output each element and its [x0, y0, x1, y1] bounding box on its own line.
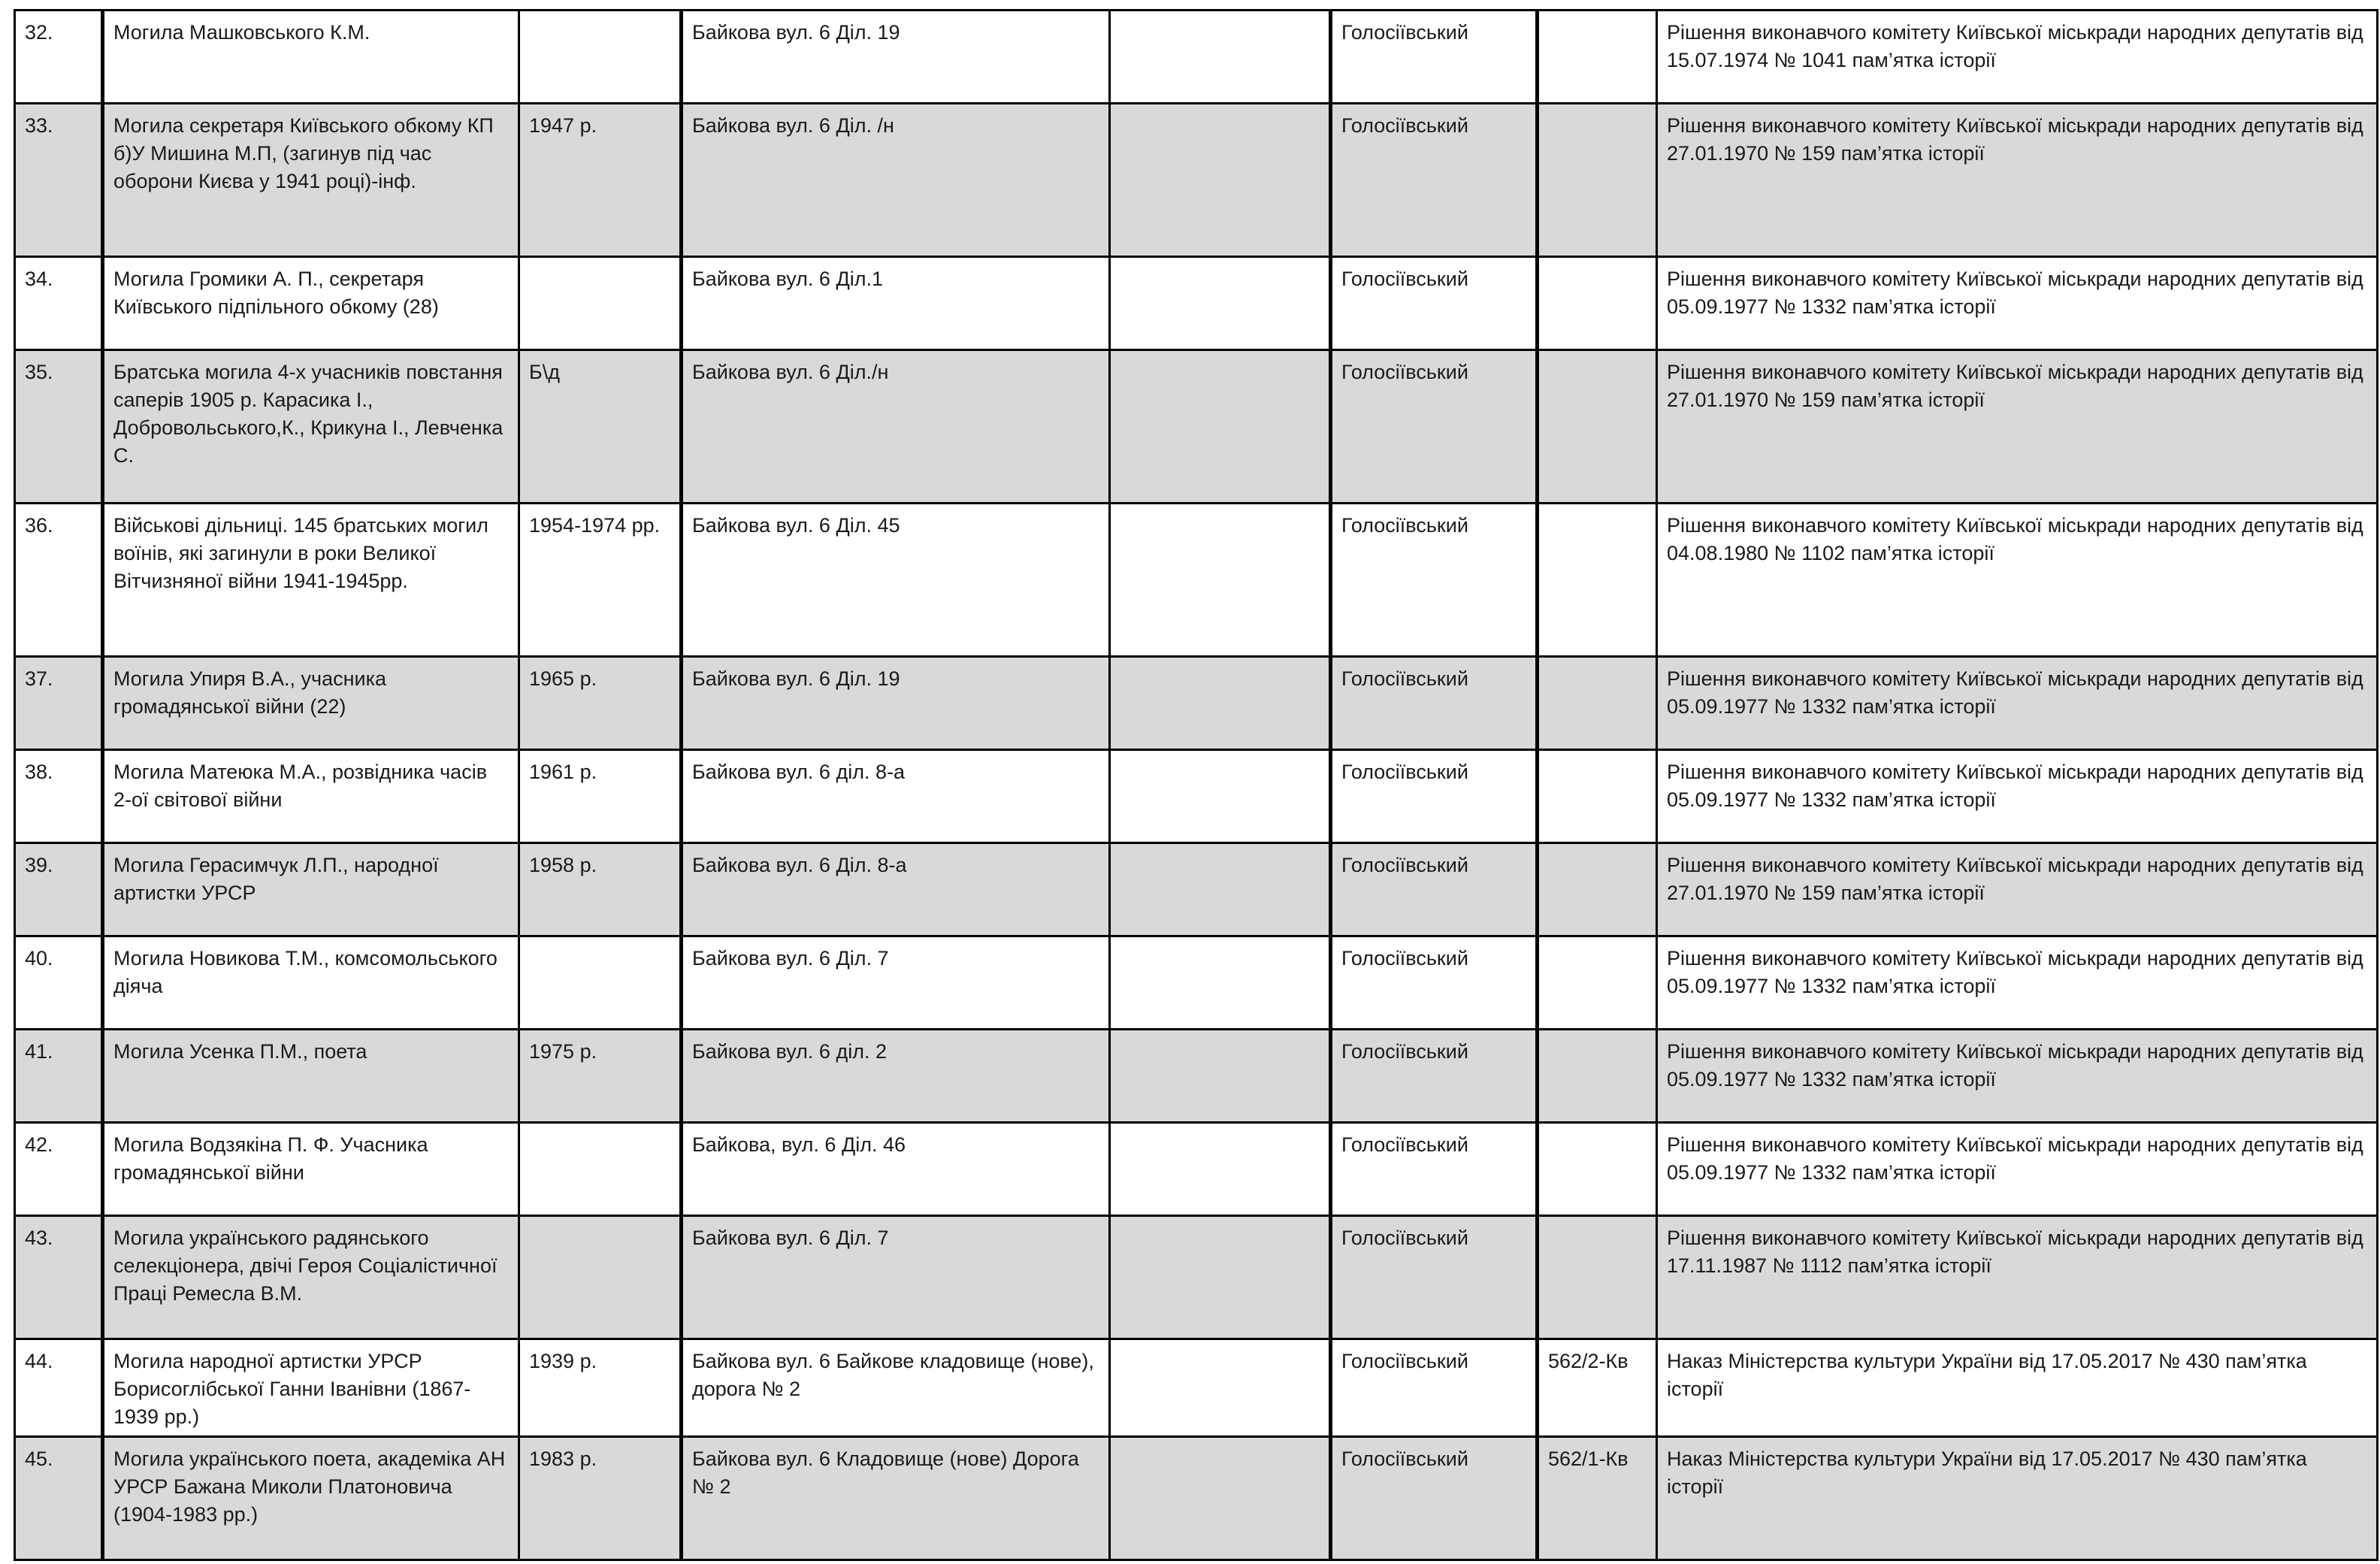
object-date: Б\д [519, 350, 682, 504]
district: Голосіївський [1331, 350, 1538, 504]
object-date: 1975 р. [519, 1030, 682, 1123]
registry-code [1538, 843, 1657, 936]
legal-document: Рішення виконавчого комітету Київської міськради народних депутатів від 05.09.1977 № 1332 пам’ятка історії [1657, 657, 2378, 750]
object-address: Байкова вул. 6 Діл. 7 [682, 1216, 1110, 1339]
object-date [519, 257, 682, 350]
row-number: 40. [15, 936, 103, 1030]
district: Голосіївський [1331, 504, 1538, 657]
registry-code [1538, 750, 1657, 843]
registry-code [1538, 1123, 1657, 1216]
object-date: 1961 р. [519, 750, 682, 843]
empty-cell [1110, 104, 1331, 257]
row-number: 33. [15, 104, 103, 257]
district: Голосіївський [1331, 843, 1538, 936]
legal-document: Рішення виконавчого комітету Київської міськради народних депутатів від 05.09.1977 № 1332 пам’ятка історії [1657, 750, 2378, 843]
registry-code [1538, 1030, 1657, 1123]
object-date [519, 936, 682, 1030]
district: Голосіївський [1331, 1339, 1538, 1437]
table-row [15, 11, 2378, 104]
object-date: 1954-1974 рр. [519, 504, 682, 657]
empty-cell [1110, 750, 1331, 843]
table-row [15, 936, 2378, 1030]
row-number: 35. [15, 350, 103, 504]
legal-document: Наказ Міністерства культури України від 17.05.2017 № 430 пам’ятка історії [1657, 1437, 2378, 1560]
object-address: Байкова вул. 6 Діл. 19 [682, 11, 1110, 104]
object-address: Байкова вул. 6 Діл. /н [682, 104, 1110, 257]
row-number: 44. [15, 1339, 103, 1437]
object-name: Братська могила 4-х учасників повстання саперів 1905 р. Карасика І., Добровольського,К., Крикуна І., Левченка С. [103, 350, 519, 504]
registry-code [1538, 1216, 1657, 1339]
object-name: Могила Усенка П.М., поета [103, 1030, 519, 1123]
table-row [15, 1437, 2378, 1560]
object-date: 1958 р. [519, 843, 682, 936]
object-address: Байкова вул. 6 Діл. 8-а [682, 843, 1110, 936]
row-number: 32. [15, 11, 103, 104]
row-number: 37. [15, 657, 103, 750]
object-name: Могила українського поета, академіка АН УРСР Бажана Миколи Платоновича (1904-1983 рр.) [103, 1437, 519, 1560]
row-number: 43. [15, 1216, 103, 1339]
table-row [15, 1030, 2378, 1123]
empty-cell [1110, 257, 1331, 350]
empty-cell [1110, 936, 1331, 1030]
table-row [15, 1339, 2378, 1437]
empty-cell [1110, 350, 1331, 504]
object-date: 1947 р. [519, 104, 682, 257]
registry-code [1538, 350, 1657, 504]
object-name: Могила Матеюка М.А., розвідника часів 2-ої світової війни [103, 750, 519, 843]
registry-code [1538, 936, 1657, 1030]
registry-code [1538, 657, 1657, 750]
object-date [519, 1123, 682, 1216]
legal-document: Рішення виконавчого комітету Київської міськради народних депутатів від 17.11.1987 № 1112 пам’ятка історії [1657, 1216, 2378, 1339]
registry-code [1538, 104, 1657, 257]
legal-document: Рішення виконавчого комітету Київської міськради народних депутатів від 27.01.1970 № 159 пам’ятка історії [1657, 843, 2378, 936]
table-body [15, 11, 2378, 1560]
empty-cell [1110, 504, 1331, 657]
object-address: Байкова вул. 6 Діл./н [682, 350, 1110, 504]
legal-document: Рішення виконавчого комітету Київської міськради народних депутатів від 15.07.1974 № 1041 пам’ятка історії [1657, 11, 2378, 104]
district: Голосіївський [1331, 1216, 1538, 1339]
object-name: Могила Герасимчук Л.П., народної артистки УРСР [103, 843, 519, 936]
object-name: Могила Упиря В.А., учасника громадянської війни (22) [103, 657, 519, 750]
object-name: Могила народної артистки УРСР Борисоглібської Ганни Іванівни (1867-1939 рр.) [103, 1339, 519, 1437]
table-row [15, 657, 2378, 750]
legal-document: Рішення виконавчого комітету Київської міськради народних депутатів від 05.09.1977 № 1332 пам’ятка історії [1657, 257, 2378, 350]
legal-document: Наказ Міністерства культури України від 17.05.2017 № 430 пам’ятка історії [1657, 1339, 2378, 1437]
legal-document: Рішення виконавчого комітету Київської міськради народних депутатів від 05.09.1977 № 1332 пам’ятка історії [1657, 1030, 2378, 1123]
district: Голосіївський [1331, 11, 1538, 104]
table-row [15, 843, 2378, 936]
empty-cell [1110, 1437, 1331, 1560]
object-address: Байкова вул. 6 Діл. 45 [682, 504, 1110, 657]
object-address: Байкова вул. 6 Діл.1 [682, 257, 1110, 350]
district: Голосіївський [1331, 1123, 1538, 1216]
district: Голосіївський [1331, 104, 1538, 257]
district: Голосіївський [1331, 657, 1538, 750]
table-row [15, 104, 2378, 257]
table-row [15, 504, 2378, 657]
empty-cell [1110, 11, 1331, 104]
empty-cell [1110, 657, 1331, 750]
monuments-table [14, 9, 2378, 1561]
object-name: Могила Новикова Т.М., комсомольського діяча [103, 936, 519, 1030]
object-name: Могила українського радянського селекціонера, двічі Героя Соціалістичної Праці Ремесла В.М. [103, 1216, 519, 1339]
district: Голосіївський [1331, 1437, 1538, 1560]
empty-cell [1110, 1216, 1331, 1339]
object-name: Могила Водзякіна П. Ф. Учасника громадянської війни [103, 1123, 519, 1216]
table-row [15, 750, 2378, 843]
legal-document: Рішення виконавчого комітету Київської міськради народних депутатів від 04.08.1980 № 1102 пам’ятка історії [1657, 504, 2378, 657]
object-date [519, 1216, 682, 1339]
row-number: 45. [15, 1437, 103, 1560]
empty-cell [1110, 843, 1331, 936]
registry-code [1538, 11, 1657, 104]
empty-cell [1110, 1030, 1331, 1123]
object-name: Могила Машковського К.М. [103, 11, 519, 104]
object-name: Могила Громики А. П., секретаря Київського підпільного обкому (28) [103, 257, 519, 350]
registry-code: 562/1-Кв [1538, 1437, 1657, 1560]
row-number: 34. [15, 257, 103, 350]
district: Голосіївський [1331, 257, 1538, 350]
row-number: 38. [15, 750, 103, 843]
table-row [15, 1216, 2378, 1339]
object-date: 1983 р. [519, 1437, 682, 1560]
legal-document: Рішення виконавчого комітету Київської міськради народних депутатів від 27.01.1970 № 159 пам’ятка історії [1657, 104, 2378, 257]
object-date [519, 11, 682, 104]
object-address: Байкова вул. 6 Байкове кладовище (нове), дорога № 2 [682, 1339, 1110, 1437]
district: Голосіївський [1331, 750, 1538, 843]
table-row [15, 1123, 2378, 1216]
registry-code [1538, 257, 1657, 350]
district: Голосіївський [1331, 1030, 1538, 1123]
object-address: Байкова вул. 6 Кладовище (нове) Дорога № 2 [682, 1437, 1110, 1560]
district: Голосіївський [1331, 936, 1538, 1030]
object-address: Байкова вул. 6 Діл. 7 [682, 936, 1110, 1030]
row-number: 36. [15, 504, 103, 657]
legal-document: Рішення виконавчого комітету Київської міськради народних депутатів від 05.09.1977 № 1332 пам’ятка історії [1657, 1123, 2378, 1216]
table-row [15, 350, 2378, 504]
object-date: 1939 р. [519, 1339, 682, 1437]
row-number: 39. [15, 843, 103, 936]
registry-code: 562/2-Кв [1538, 1339, 1657, 1437]
legal-document: Рішення виконавчого комітету Київської міськради народних депутатів від 27.01.1970 № 159 пам’ятка історії [1657, 350, 2378, 504]
registry-code [1538, 504, 1657, 657]
object-date: 1965 р. [519, 657, 682, 750]
legal-document: Рішення виконавчого комітету Київської міськради народних депутатів від 05.09.1977 № 1332 пам’ятка історії [1657, 936, 2378, 1030]
object-name: Могила секретаря Київського обкому КП б)У Мишина М.П, (загинув під час оборони Києва у 1941 році)-інф. [103, 104, 519, 257]
table-row [15, 257, 2378, 350]
empty-cell [1110, 1339, 1331, 1437]
object-address: Байкова вул. 6 діл. 8-а [682, 750, 1110, 843]
object-address: Байкова вул. 6 діл. 2 [682, 1030, 1110, 1123]
row-number: 42. [15, 1123, 103, 1216]
object-address: Байкова, вул. 6 Діл. 46 [682, 1123, 1110, 1216]
empty-cell [1110, 1123, 1331, 1216]
object-name: Військові дільниці. 145 братських могил воїнів, які загинули в роки Великої Вітчизняної війни 1941-1945рр. [103, 504, 519, 657]
row-number: 41. [15, 1030, 103, 1123]
object-address: Байкова вул. 6 Діл. 19 [682, 657, 1110, 750]
